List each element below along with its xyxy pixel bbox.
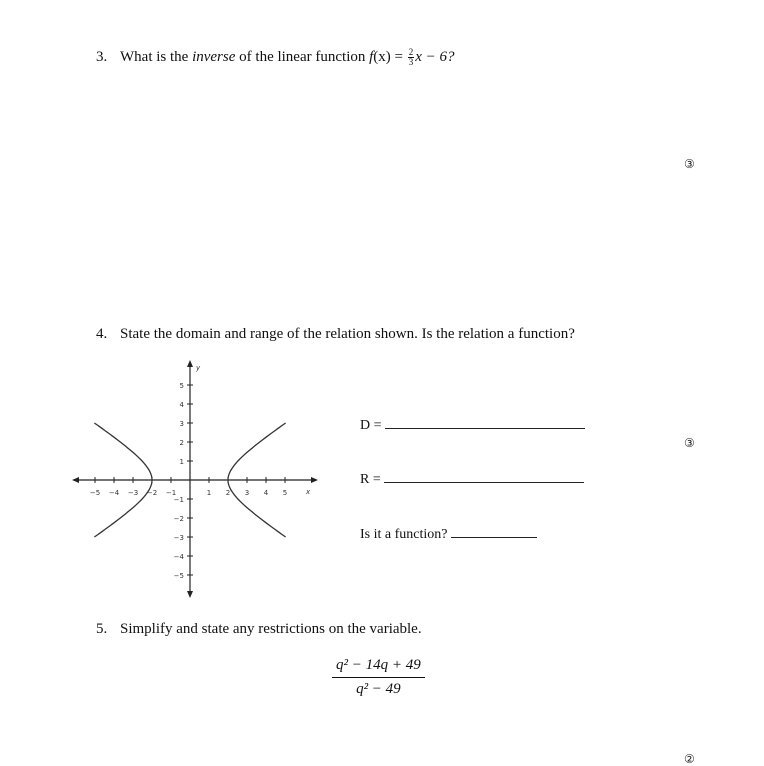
expression-denominator: q² − 49 <box>356 681 401 697</box>
question-5 <box>96 621 422 638</box>
question-4-number: 4. <box>96 326 108 342</box>
x-tick-label: 4 <box>263 489 269 497</box>
range-blank[interactable] <box>384 482 584 483</box>
x-tick-label: −5 <box>89 489 101 497</box>
y-tick-label: 4 <box>179 401 184 409</box>
function-question-label: Is it a function? <box>360 527 448 542</box>
question-3-number: 3. <box>96 48 108 65</box>
y-axis-label: y <box>196 364 201 372</box>
question-4 <box>96 326 575 343</box>
question-3-marks: ③ <box>684 157 695 171</box>
y-tick-label: −4 <box>173 553 184 561</box>
x-tick-label: −2 <box>146 489 158 497</box>
function-tail: x − 6? <box>415 48 455 65</box>
question-5-marks: ② <box>684 752 695 766</box>
y-tick-label: −3 <box>173 534 184 542</box>
domain-answer <box>360 418 585 434</box>
function-blank[interactable] <box>451 537 537 538</box>
slope-fraction <box>408 48 415 67</box>
x-axis-label: x <box>306 488 311 496</box>
slope-numerator: 2 <box>408 47 414 57</box>
domain-blank[interactable] <box>385 428 585 429</box>
question-3-text-after: of the linear function <box>239 48 366 65</box>
x-tick-label: −1 <box>165 489 177 497</box>
y-axis-up-arrow-icon <box>187 360 193 367</box>
function-answer <box>360 527 537 543</box>
range-label: R = <box>360 472 381 487</box>
expression-numerator: q² − 14q + 49 <box>332 657 425 678</box>
question-3 <box>96 48 455 67</box>
range-answer <box>360 472 584 488</box>
y-tick-label: −5 <box>173 572 184 580</box>
x-axis-left-arrow-icon <box>72 477 79 483</box>
y-tick-label: −2 <box>173 515 184 523</box>
domain-label: D = <box>360 418 382 433</box>
x-tick-label: 3 <box>244 489 250 497</box>
question-3-text-before: What is the <box>120 48 189 65</box>
function-name: f <box>369 48 374 65</box>
rational-expression <box>332 657 425 698</box>
question-4-text: State the domain and range of the relation shown. Is the relation a function? <box>120 326 575 342</box>
x-axis-right-arrow-icon <box>311 477 318 483</box>
question-5-text: Simplify and state any restrictions on the variable. <box>120 621 422 637</box>
y-tick-label: 2 <box>179 439 184 447</box>
y-tick-label: 1 <box>179 458 184 466</box>
x-tick-label: 5 <box>282 489 288 497</box>
question-4-marks: ③ <box>684 436 695 450</box>
relation-graph <box>68 358 320 600</box>
x-tick-label: 2 <box>225 489 231 497</box>
x-tick-label: 1 <box>206 489 212 497</box>
y-tick-label: 5 <box>179 382 184 390</box>
y-axis-down-arrow-icon <box>187 591 193 598</box>
slope-denominator: 3 <box>408 57 414 67</box>
x-tick-label: −4 <box>108 489 120 497</box>
question-3-emphasis: inverse <box>192 48 236 65</box>
x-tick-label: −3 <box>127 489 139 497</box>
question-5-number: 5. <box>96 621 108 637</box>
y-tick-label: −1 <box>173 496 184 504</box>
function-argument: (x) = <box>373 48 403 65</box>
y-tick-label: 3 <box>179 420 184 428</box>
